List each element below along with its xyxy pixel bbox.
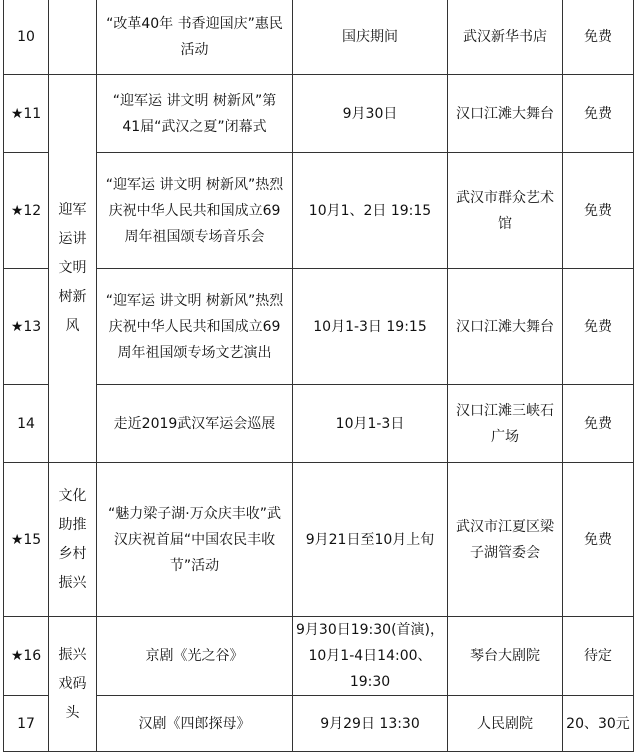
row-number: ★16 [4,617,49,696]
event-fee: 免费 [563,269,634,385]
event-place: 汉口江滩三峡石广场 [448,385,563,463]
event-name: “魅力梁子湖·万众庆丰收”武汉庆祝首届“中国农民丰收节”活动 [97,463,293,617]
event-fee: 免费 [563,153,634,269]
table-row [4,617,634,696]
row-number: ★13 [4,269,49,385]
table-row [4,463,634,617]
event-name: 京剧《光之谷》 [97,617,293,696]
category-cell: 文化助推乡村振兴 [49,463,97,617]
table-row [4,0,634,75]
event-fee: 20、30元 [563,696,634,752]
event-time: 9月29日 13:30 [293,696,448,752]
event-fee: 免费 [563,75,634,153]
row-number: ★12 [4,153,49,269]
event-fee: 免费 [563,463,634,617]
row-number: ★15 [4,463,49,617]
event-place: 人民剧院 [448,696,563,752]
table-row [4,696,634,752]
event-time: 9月21日至10月上旬 [293,463,448,617]
event-name: “迎军运 讲文明 树新风”热烈庆祝中华人民共和国成立69周年祖国颂专场文艺演出 [97,269,293,385]
event-time: 9月30日 [293,75,448,153]
event-time: 10月1-3日 19:15 [293,269,448,385]
category-cell: 振兴戏码头 [49,617,97,752]
event-place: 汉口江滩大舞台 [448,75,563,153]
category-cell: 迎军运讲文明树新风 [49,75,97,463]
event-name: “迎军运 讲文明 树新风”热烈庆祝中华人民共和国成立69周年祖国颂专场音乐会 [97,153,293,269]
event-time: 10月1-3日 [293,385,448,463]
event-name: “迎军运 讲文明 树新风”第41届“武汉之夏”闭幕式 [97,75,293,153]
row-number: 10 [4,0,49,75]
row-number: 14 [4,385,49,463]
row-number: ★11 [4,75,49,153]
table-row [4,75,634,153]
event-time: 9月30日19:30(首演)，10月1-4日14:00、19:30 [293,617,448,696]
event-fee: 免费 [563,385,634,463]
event-name: 汉剧《四郎探母》 [97,696,293,752]
event-name: 走近2019武汉军运会巡展 [97,385,293,463]
event-fee: 待定 [563,617,634,696]
event-place: 武汉市群众艺术馆 [448,153,563,269]
event-place: 武汉新华书店 [448,0,563,75]
event-schedule-table [3,0,634,752]
event-name: “改革40年 书香迎国庆”惠民活动 [97,0,293,75]
event-place: 武汉市江夏区梁子湖管委会 [448,463,563,617]
event-fee: 免费 [563,0,634,75]
category-cell-empty [49,0,97,75]
event-place: 汉口江滩大舞台 [448,269,563,385]
table-row [4,153,634,269]
event-time: 10月1、2日 19:15 [293,153,448,269]
table-row [4,385,634,463]
table-row [4,269,634,385]
row-number: 17 [4,696,49,752]
event-time: 国庆期间 [293,0,448,75]
event-place: 琴台大剧院 [448,617,563,696]
